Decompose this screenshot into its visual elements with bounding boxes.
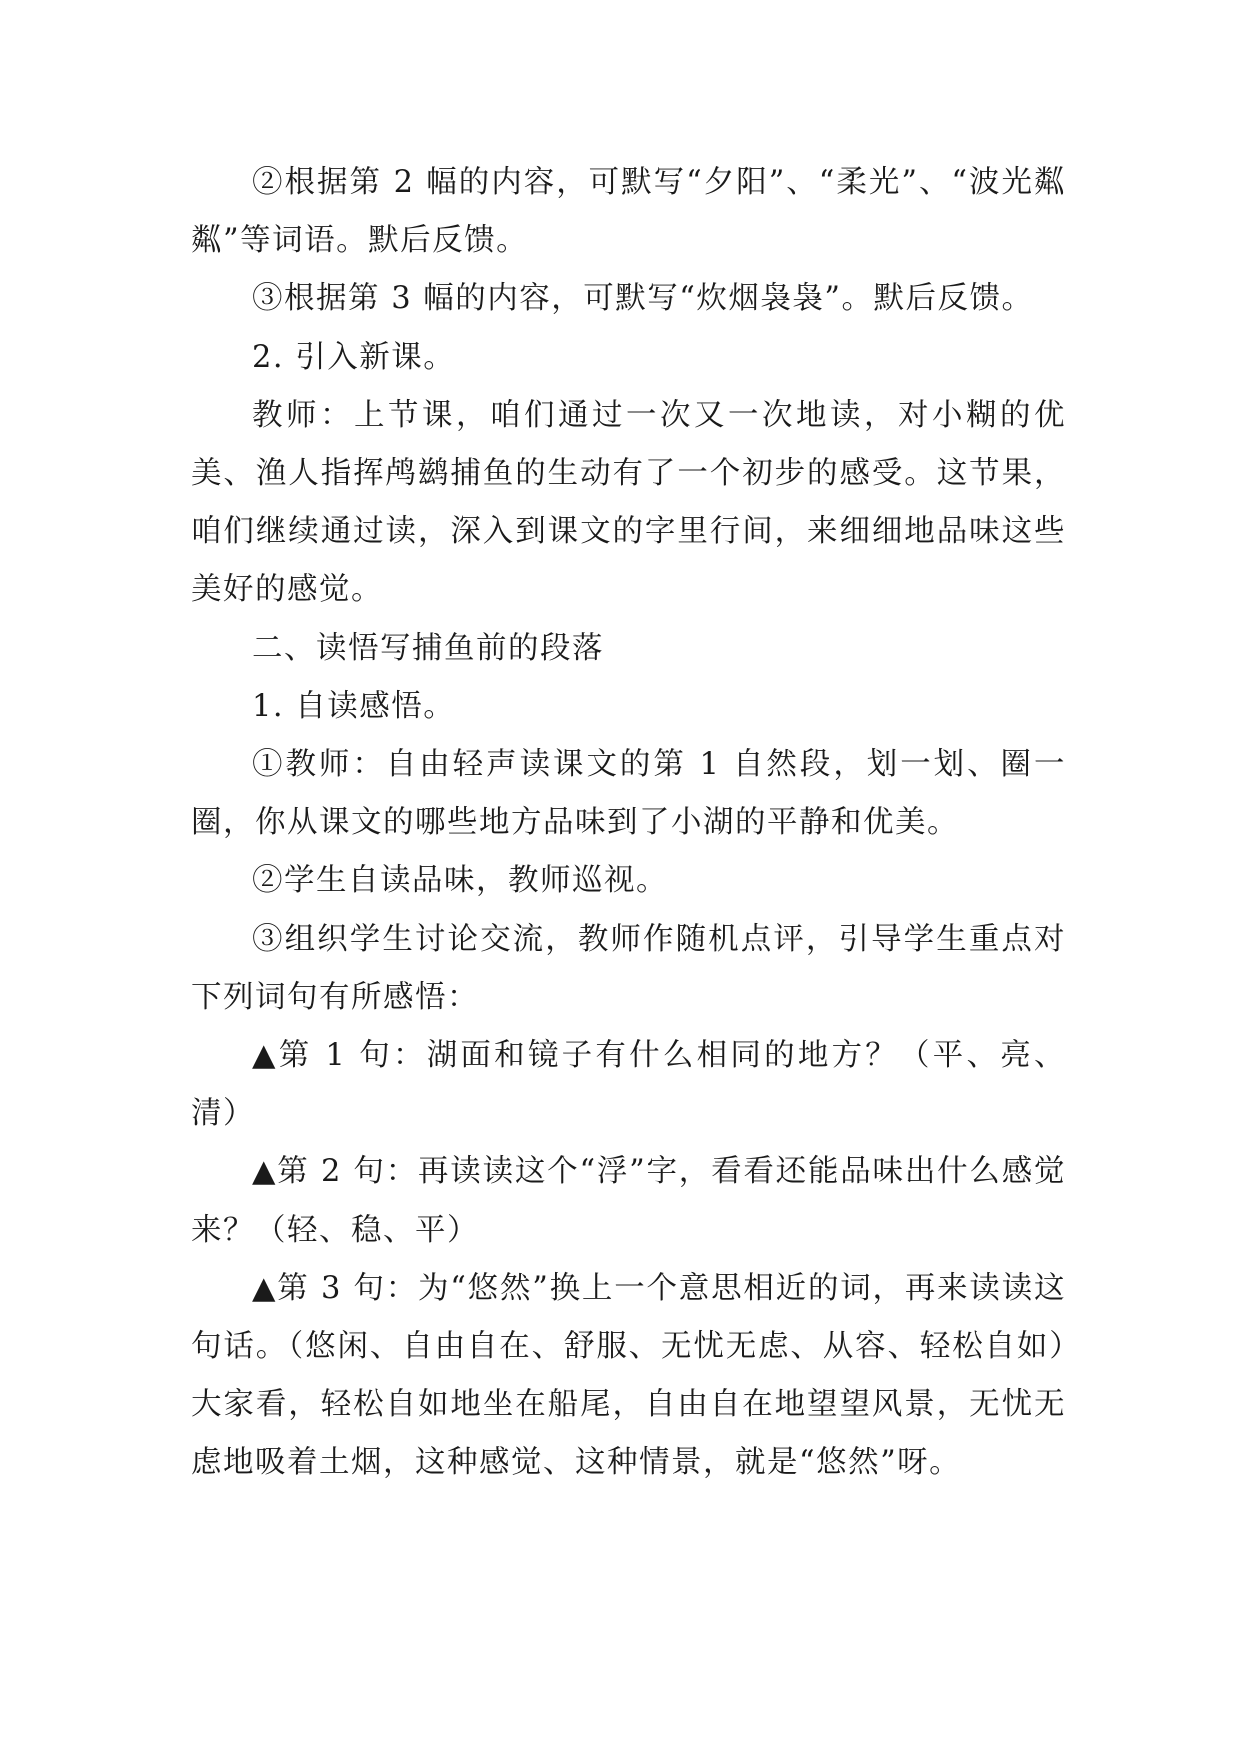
paragraph: 教师：上节课，咱们通过一次又一次地读，对小糊的优美、渔人指挥鸬鹚捕鱼的生动有了一个初步的感受。这节果，咱们继续通过读，深入到课文的字里行间，来细细地品味这些美好的感觉。: [191, 397, 1066, 608]
paragraph: ②学生自读品味，教师巡视。: [252, 863, 668, 899]
paragraph: ▲第 2 句：再读读这个“浮”字，看看还能品味出什么感觉来？（轻、稳、平）: [191, 1154, 1066, 1248]
paragraph: 2. 引入新课。: [252, 339, 456, 375]
document-body: [191, 154, 1066, 1493]
paragraph: ②根据第 2 幅的内容，可默写“夕阳”、“柔光”、“波光粼粼”等词语。默后反馈。: [191, 165, 1066, 259]
paragraph: ▲第 3 句：为“悠然”换上一个意思相近的词，再来读读这句话。（悠闲、自由自在、舒服、无忧无虑、从容、轻松自如）大家看，轻松自如地坐在船尾，自由自在地望望风景，无忧无虑地吸着土烟，这种感觉、这种情景，就是“悠然”呀。: [191, 1270, 1066, 1481]
paragraph: ③组织学生讨论交流，教师作随机点评，引导学生重点对下列词句有所感悟：: [191, 921, 1066, 1015]
paragraph: ①教师：自由轻声读课文的第 1 自然段，划一划、圈一圈，你从课文的哪些地方品味到了小湖的平静和优美。: [191, 747, 1066, 841]
paragraph: ③根据第 3 幅的内容，可默写“炊烟袅袅”。默后反馈。: [252, 281, 1034, 317]
section-heading: 二、读悟写捕鱼前的段落: [252, 630, 604, 666]
paragraph: ▲第 1 句：湖面和镜子有什么相同的地方？（平、亮、清）: [191, 1038, 1066, 1132]
paragraph: 1. 自读感悟。: [252, 688, 456, 724]
